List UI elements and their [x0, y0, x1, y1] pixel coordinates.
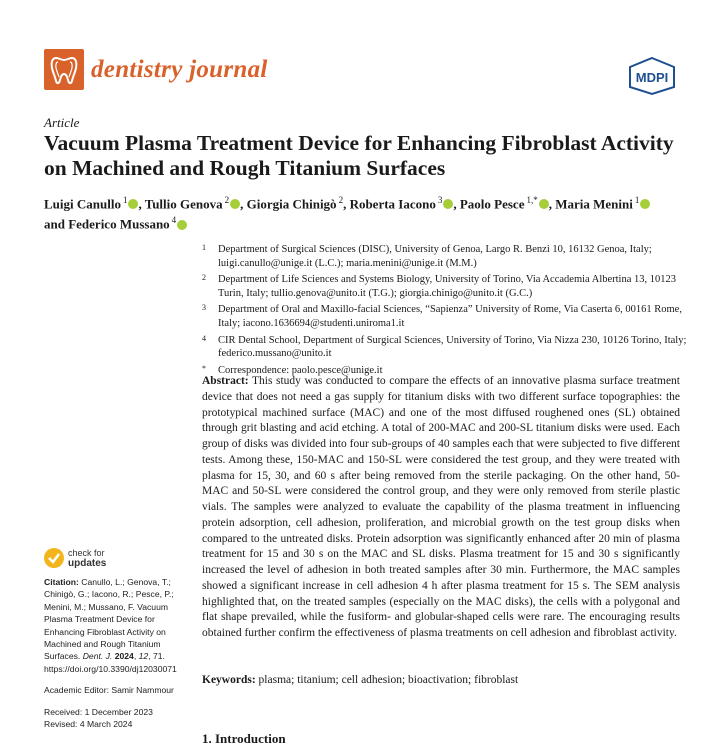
citation-journal: Dent. J.	[82, 651, 113, 662]
citation-year: 2024	[114, 651, 134, 662]
affiliation-item	[202, 303, 692, 330]
orcid-icon[interactable]	[539, 199, 549, 209]
author-affiliation-marker: 4	[171, 215, 177, 226]
orcid-icon[interactable]	[230, 199, 240, 209]
orcid-icon[interactable]	[443, 199, 453, 209]
affiliation-number: 3	[202, 303, 206, 313]
abstract-label: Abstract:	[202, 375, 249, 387]
check-updates-icon	[44, 548, 64, 568]
author-separator	[650, 196, 653, 211]
affiliation-item	[202, 273, 692, 300]
citation-text: Canullo, L.; Genova, T.; Chinigò, G.; Iacono, R.; Pesce, P.; Menini, M.; Mussano, F. Vacuum Plasma Treatment Device for Enhancing Fibroblast Activity on Machined and Rough Titanium Surfaces.	[44, 577, 174, 662]
author-affiliation-marker: 3	[437, 195, 443, 205]
citation-label: Citation:	[44, 577, 79, 587]
author-name: Maria Menini	[555, 196, 633, 212]
author-separator: ,	[343, 196, 350, 212]
affiliations	[202, 243, 692, 380]
affiliation-text: CIR Dental School, Department of Surgical Sciences, University of Torino, Via Nizza 230, 10126 Torino, Italy; federico.mussano@unito.it	[218, 334, 687, 360]
author-affiliation-marker: 1	[122, 195, 128, 205]
author-separator: ,	[240, 196, 247, 212]
tooth-icon	[44, 49, 84, 90]
author-name: Roberta Iacono	[349, 196, 436, 212]
affiliation-number: 2	[202, 273, 206, 283]
received-date: Received: 1 December 2023	[44, 706, 153, 717]
author-affiliation-marker: 2	[338, 195, 344, 205]
orcid-icon[interactable]	[128, 199, 138, 209]
author-separator: ,	[138, 196, 145, 212]
author-name: Tullio Genova	[144, 196, 223, 212]
affiliation-item	[202, 243, 692, 270]
affiliation-text: Department of Surgical Sciences (DISC), University of Genoa, Largo R. Benzi 10, 16132 Genoa, Italy; luigi.canullo@unige.it (L.C.); maria.menini@unige.it (M.M.)	[218, 244, 652, 269]
keywords	[202, 673, 680, 689]
author-name: Luigi Canullo	[44, 196, 121, 212]
affiliation-number: 1	[202, 243, 206, 252]
affiliation-text: Department of Life Sciences and Systems Biology, University of Torino, Via Accademia Albertina 13, 10123 Turin, Italy; tullio.genova@unito.it (T.G.); giorgia.chinigo@unito.it (G.C.)	[218, 274, 677, 299]
journal-name: dentistry journal	[91, 56, 268, 83]
author-name: Paolo Pesce	[459, 196, 525, 212]
abstract-text: This study was conducted to compare the effects of an innovative plasma surface treatment device that does not need a gas supply for titanium disks with two different surface topographies: the prototypical machined surface (MAC) and one of the most diffused roughened ones (SL) obtained through grit blasting and acid etching. A total of 200-MAC and 200-SL titanium disks were used. Each group of disks was divided into four sub-groups of 40 samples each that were subjected to five different tests. Among these, 150-MAC and 150-SL were considered the test group, and they were treated with plasma for 15, 30, and 60 s after being removed from the sterile packaging. On the other hand, 50-MAC and 50-SL were considered the control group, and they were only removed from sterile plastic vials. The samples were analyzed to evaluate the capability of the plasma treatment in influencing protein adsorption, cell adhesion, proliferation, and microbial growth on the test group disks when compared to the untreated disks. Protein adsorption was significantly enhanced after 20 min of plasma treatment for 15 and 30 s on the MAC and SL disks. Plasma treatment for 15 and 30 s significantly increased the level of adhesion in both treated samples after 30 min. Furthermore, the MAC samples showed a significant increase in cell adhesion 4 h after plasma treatment for 15 s. The SEM analysis highlighted that, on the treated samples (especially on the MAC disks), the cells with a polygonal and flat shape prevailed, while the fusiform- and globular-shaped cells were rare. The encouraging results obtained further confirm the effectiveness of plasma treatments on cell adhesion and fibroblast activity.	[202, 375, 680, 639]
citation-article-no: 71.	[152, 651, 165, 662]
author-separator: ,	[548, 196, 556, 212]
article-type: Article	[44, 115, 80, 130]
check-for-updates-button[interactable]	[44, 545, 184, 575]
author-affiliation-marker: 1	[634, 195, 640, 205]
revised-date: Revised: 4 March 2024	[44, 719, 133, 730]
mdpi-logo	[626, 56, 678, 96]
author-affiliation-marker: 2	[224, 195, 230, 205]
academic-editor: Academic Editor: Samir Nammour	[44, 685, 174, 696]
author-name: and Federico Mussano	[44, 216, 170, 232]
journal-logo	[44, 49, 84, 90]
affiliation-number: *	[202, 363, 206, 373]
affiliation-number: 4	[202, 333, 206, 343]
check-updates-line2: updates	[68, 558, 107, 569]
citation: Citation: Canullo, L.; Genova, T.; Chinigò, G.; Iacono, R.; Pesce, P.; Menini, M.; Mussano, F. Vacuum Plasma Treatment Device for Enhancing Fibroblast Activity on Machined and Rough Titanium Surfaces. Dent. J. 2024, 12, 71. https://doi.org/10.3390/dj12030071	[44, 577, 177, 674]
orcid-icon[interactable]	[177, 220, 187, 230]
author-list	[44, 192, 684, 233]
citation-volume: 12	[138, 651, 149, 662]
author-affiliation-marker: 1,*	[526, 195, 538, 205]
keywords-text: plasma; titanium; cell adhesion; bioactivation; fibroblast	[258, 674, 519, 686]
article-title: Vacuum Plasma Treatment Device for Enhancing Fibroblast Activity on Machined and Rough Titanium Surfaces	[44, 131, 674, 180]
author-separator: ,	[453, 196, 460, 212]
affiliation-text: Correspondence: paolo.pesce@unige.it	[218, 364, 383, 376]
orcid-icon[interactable]	[640, 199, 650, 209]
author-name: Giorgia Chinigò	[246, 196, 337, 212]
affiliation-text: Department of Oral and Maxillo-facial Sciences, “Sapienza” University of Rome, Via Caserta 6, 00161 Rome, Italy; iacono.1636694@studenti.uniroma1.it	[218, 304, 682, 329]
sidebar	[44, 576, 194, 730]
affiliation-item	[202, 334, 692, 361]
section-heading: 1. Introduction	[202, 731, 286, 746]
check-updates-line1: check for	[68, 548, 105, 558]
doi-link[interactable]: https://doi.org/10.3390/dj12030071	[44, 663, 177, 674]
keywords-label: Keywords:	[202, 674, 256, 686]
mdpi-logo-text: MDPI	[635, 70, 669, 85]
abstract	[202, 374, 680, 642]
